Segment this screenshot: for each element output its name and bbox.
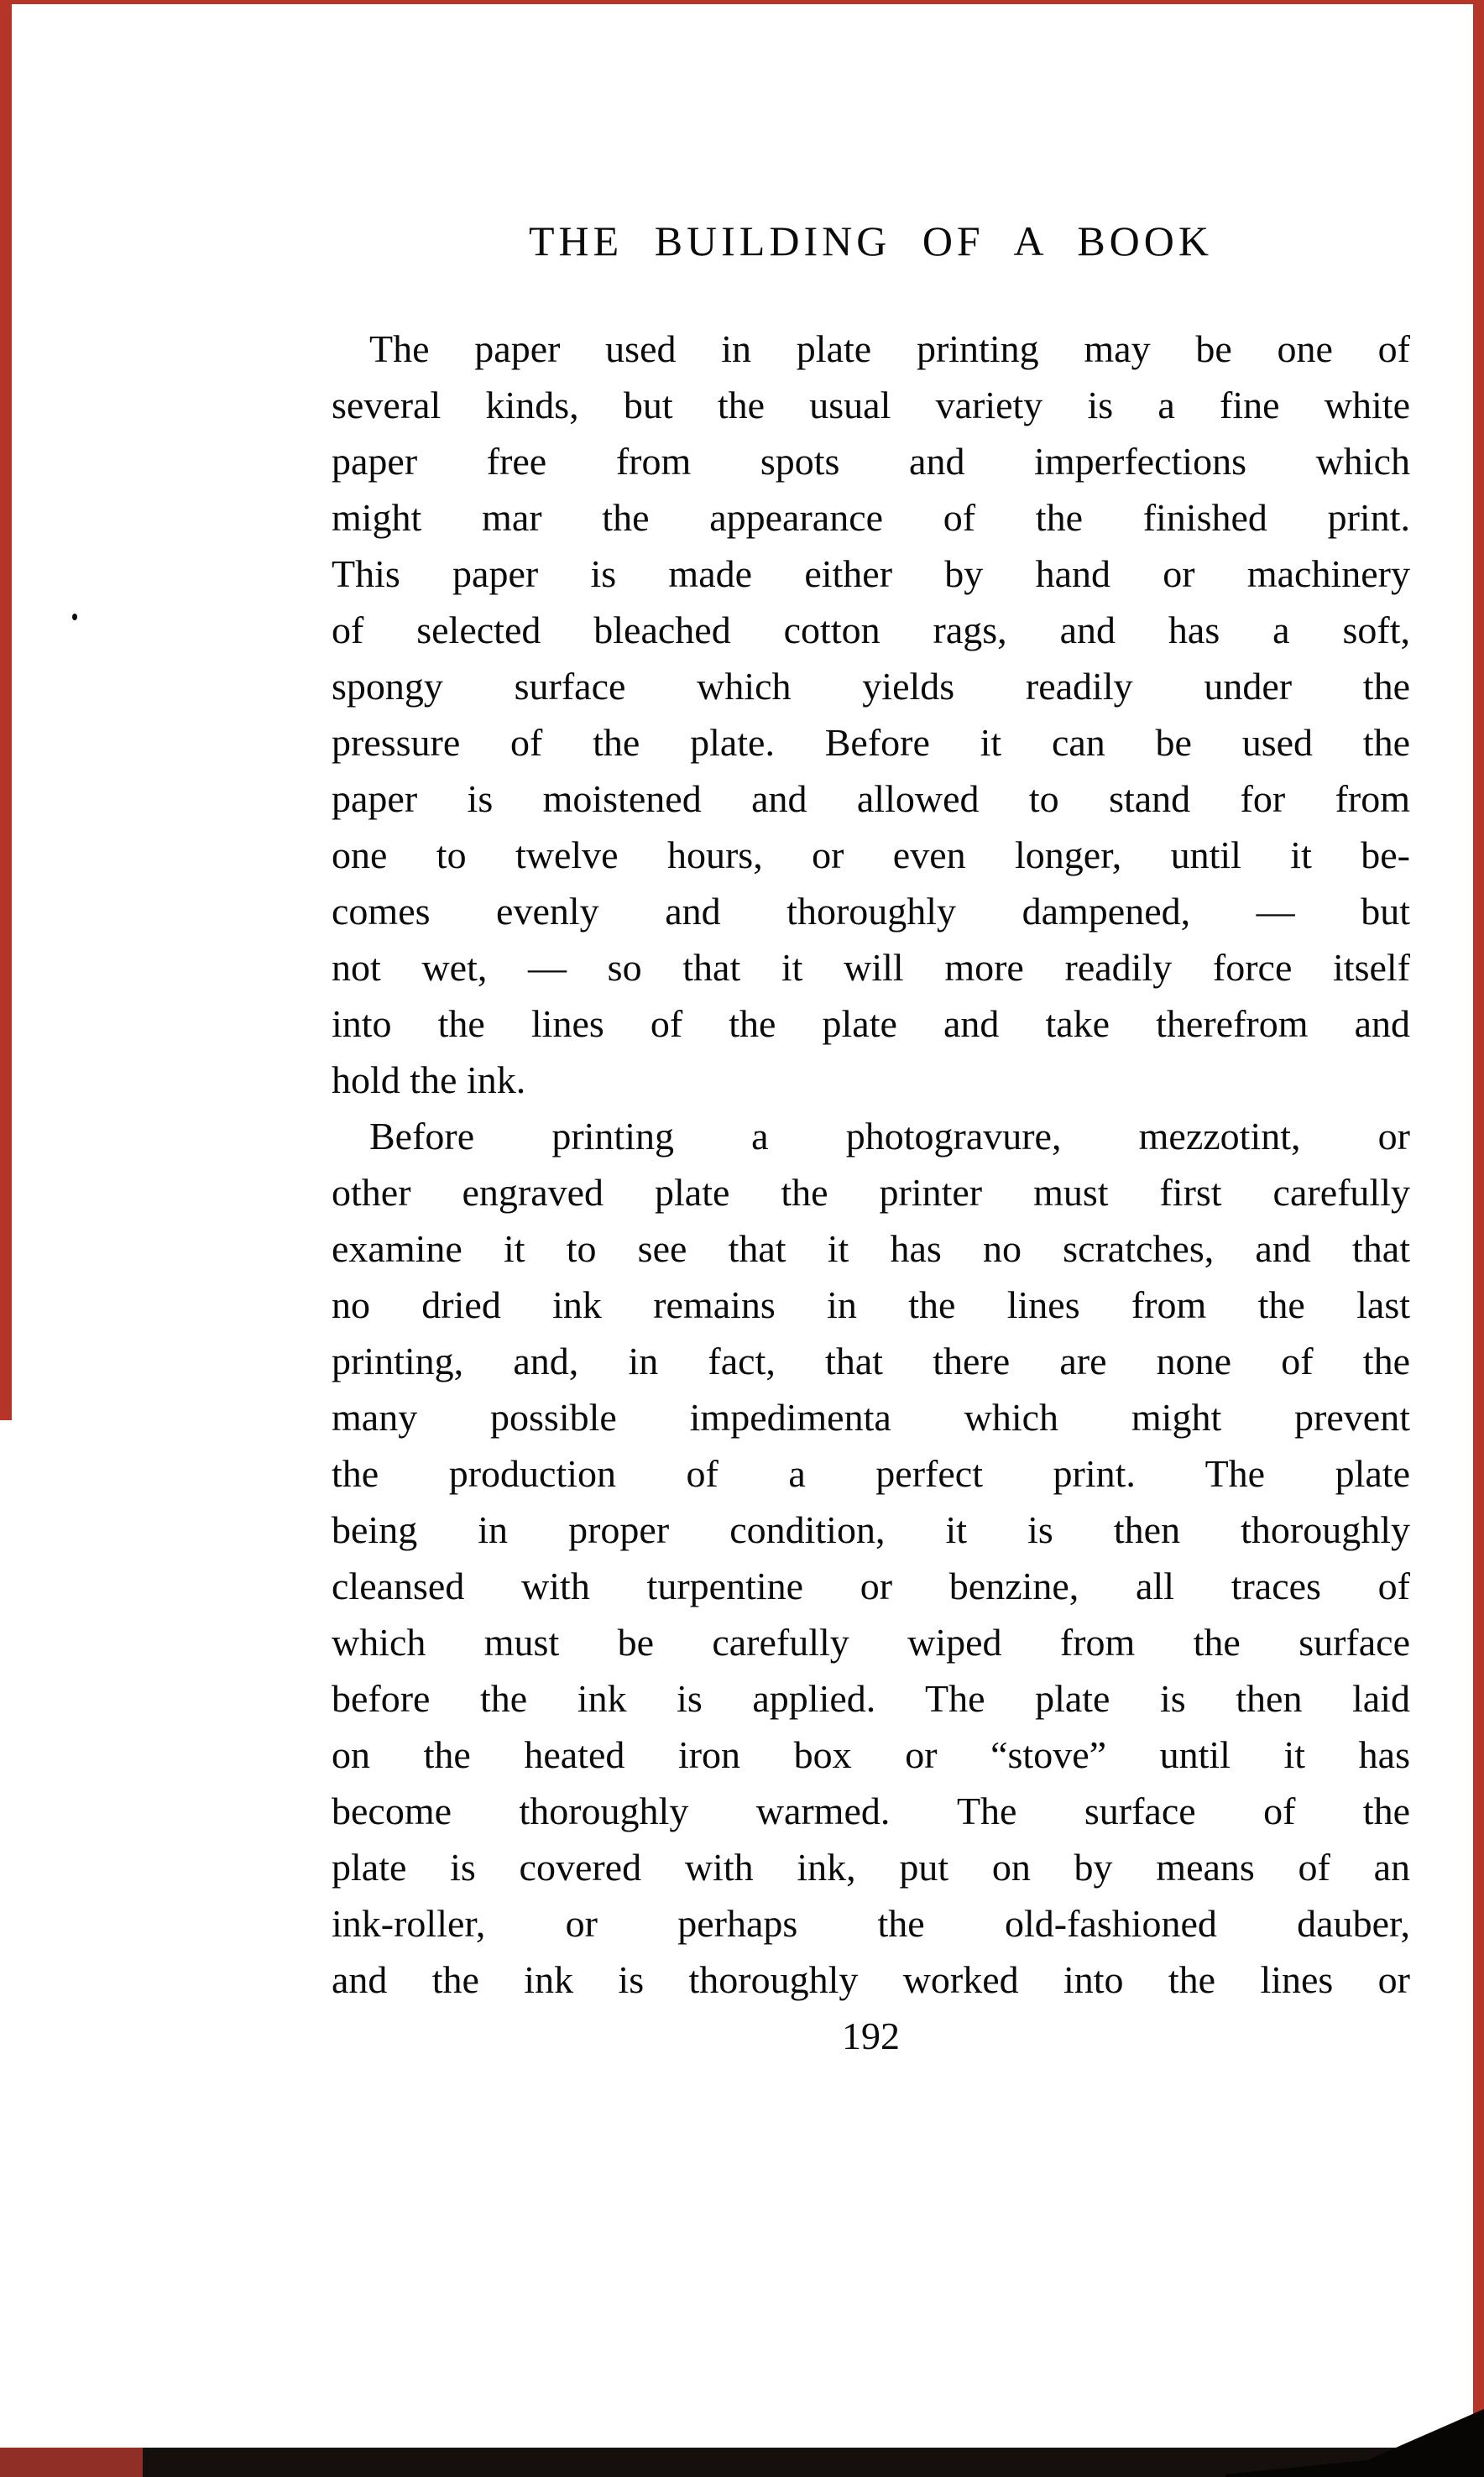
text-line: one to twelve hours, or even longer, until it be- bbox=[332, 834, 1410, 876]
text-line: several kinds, but the usual variety is a fine white bbox=[332, 384, 1410, 426]
text-line: on the heated iron box or “stove” until it has bbox=[332, 1733, 1410, 1776]
text-line: become thoroughly warmed. The surface of the bbox=[332, 1790, 1410, 1832]
scan-artifact-left-strip bbox=[0, 0, 12, 1420]
text-line: This paper is made either by hand or machinery bbox=[332, 552, 1410, 595]
text-line: paper free from spots and imperfections which bbox=[332, 440, 1410, 483]
text-line: paper is moistened and allowed to stand for from bbox=[332, 777, 1410, 820]
text-line: no dried ink remains in the lines from the last bbox=[332, 1283, 1410, 1326]
text-line: before the ink is applied. The plate is then laid bbox=[332, 1677, 1410, 1720]
text-line: of selected bleached cotton rags, and has a soft, bbox=[332, 609, 1410, 651]
page-number: 192 bbox=[842, 2015, 900, 2057]
scan-artifact-top-edge bbox=[0, 0, 1484, 4]
text-line: comes evenly and thoroughly dampened, — but bbox=[332, 890, 1410, 933]
text-line: plate is covered with ink, put on by means of an bbox=[332, 1846, 1410, 1889]
text-line: spongy surface which yields readily under the bbox=[332, 665, 1410, 708]
text-line: The paper used in plate printing may be one of bbox=[369, 327, 1410, 370]
scan-artifact-right-strip bbox=[1473, 0, 1484, 2449]
text-line: ink-roller, or perhaps the old-fashioned dauber, bbox=[332, 1902, 1410, 1945]
body-text bbox=[332, 321, 1410, 2064]
text-line: hold the ink. bbox=[332, 1058, 526, 1101]
paragraph bbox=[332, 1108, 1410, 2008]
text-line: other engraved plate the printer must first carefully bbox=[332, 1171, 1410, 1214]
text-line: Before printing a photogravure, mezzotint, or bbox=[369, 1115, 1410, 1158]
text-line: printing, and, in fact, that there are none of the bbox=[332, 1340, 1410, 1382]
page-title: THE BUILDING OF A BOOK bbox=[529, 217, 1213, 264]
text-line: examine it to see that it has no scratches, and that bbox=[332, 1227, 1410, 1270]
paragraph bbox=[332, 321, 1410, 1108]
scan-speck bbox=[72, 614, 77, 620]
text-line: might mar the appearance of the finished print. bbox=[332, 496, 1410, 539]
text-line: not wet, — so that it will more readily force itself bbox=[332, 946, 1410, 989]
text-line: which must be carefully wiped from the surface bbox=[332, 1621, 1410, 1664]
text-line: pressure of the plate. Before it can be used the bbox=[332, 721, 1410, 764]
text-line: the production of a perfect print. The plate bbox=[332, 1452, 1410, 1495]
text-line: being in proper condition, it is then thoroughly bbox=[332, 1508, 1410, 1551]
text-line: into the lines of the plate and take therefrom and bbox=[332, 1002, 1410, 1045]
scan-artifact-bottom-red bbox=[0, 2448, 143, 2477]
text-line: cleansed with turpentine or benzine, all traces of bbox=[332, 1565, 1410, 1607]
text-line: many possible impedimenta which might prevent bbox=[332, 1396, 1410, 1439]
text-line: and the ink is thoroughly worked into the lines or bbox=[332, 1958, 1410, 2001]
